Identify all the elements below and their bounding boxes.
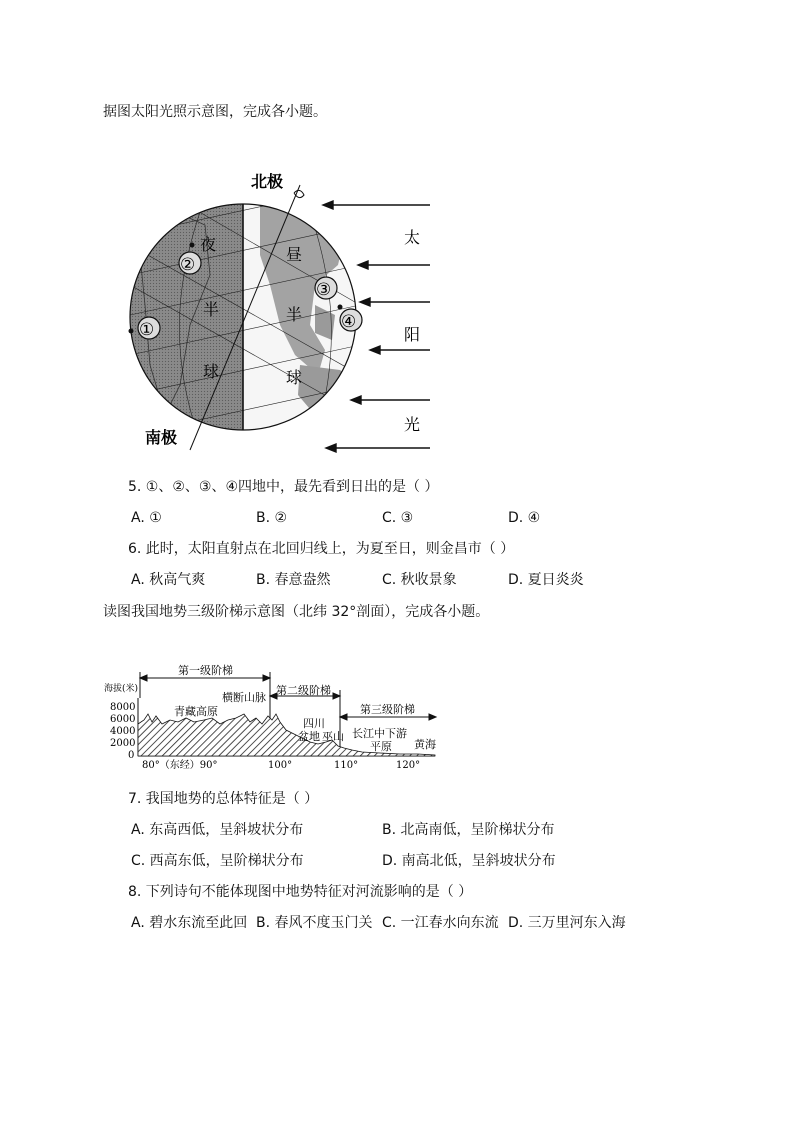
step-1-label: 第一级阶梯 — [178, 664, 233, 677]
q7-option-b: B. 北高南低，呈阶梯状分布 — [382, 822, 555, 838]
marker-4: ④ — [341, 312, 357, 332]
sun-char-1: 太 — [404, 228, 421, 247]
night-char-1: 夜 — [200, 235, 217, 254]
xtick-80-90: 80°（东经）90° — [142, 760, 218, 771]
region-hengduan: 横断山脉 — [222, 691, 266, 704]
south-pole-label: 南极 — [145, 428, 178, 447]
marker-3: ③ — [316, 280, 332, 300]
sunlight-globe-figure — [110, 165, 440, 455]
region-pingyuan: 平原 — [370, 740, 392, 753]
q7-option-d: D. 南高北低，呈斜坡状分布 — [382, 853, 556, 869]
north-pole-label: 北极 — [251, 172, 284, 191]
ytick-6000: 6000 — [110, 714, 136, 725]
q5-option-b: B. ② — [256, 510, 288, 526]
sun-char-3: 光 — [404, 415, 421, 434]
q7-stem: 7. 我国地势的总体特征是（ ） — [128, 791, 319, 807]
day-char-2: 半 — [286, 305, 303, 324]
q6-option-a: A. 秋高气爽 — [131, 572, 206, 588]
q8-option-d: D. 三万里河东入海 — [508, 915, 626, 931]
region-sichuan: 四川 — [303, 717, 325, 730]
intro-text-1: 据图太阳光照示意图，完成各小题。 — [103, 104, 327, 120]
sun-char-2: 阳 — [404, 325, 421, 344]
day-char-1: 昼 — [286, 245, 303, 264]
region-pendi: 盆地 — [298, 730, 320, 743]
q5-option-a: A. ① — [131, 510, 162, 526]
q8-option-a: A. 碧水东流至此回 — [131, 915, 248, 931]
q6-option-b: B. 春意盎然 — [256, 572, 331, 588]
step-2-label: 第二级阶梯 — [276, 684, 331, 697]
intro-text-2: 读图我国地势三级阶梯示意图（北纬 32°剖面），完成各小题。 — [103, 604, 490, 620]
q5-option-c: C. ③ — [382, 510, 414, 526]
q6-option-c: C. 秋收景象 — [382, 572, 457, 588]
ytick-2000: 2000 — [110, 738, 136, 749]
region-qingzang: 青藏高原 — [174, 705, 218, 718]
profile-ylabel: 海拔(米) — [104, 684, 139, 694]
marker-2: ② — [180, 255, 196, 275]
marker-1: ① — [139, 320, 155, 340]
q6-option-d: D. 夏日炎炎 — [508, 572, 584, 588]
ytick-8000: 8000 — [110, 702, 136, 713]
xtick-110: 110° — [334, 760, 359, 771]
xtick-120: 120° — [396, 760, 421, 771]
terrain-profile-figure — [100, 662, 445, 774]
region-wushan: 巫山 — [322, 730, 344, 743]
q5-stem: 5. ①、②、③、④四地中，最先看到日出的是（ ） — [128, 479, 439, 495]
q6-stem: 6. 此时，太阳直射点在北回归线上，为夏至日，则金昌市（ ） — [128, 541, 515, 557]
q8-stem: 8. 下列诗句不能体现图中地势特征对河流影响的是（ ） — [128, 884, 473, 900]
night-char-2: 半 — [203, 300, 220, 319]
ytick-0: 0 — [128, 750, 135, 761]
region-huanghai: 黄海 — [414, 738, 436, 751]
q8-option-c: C. 一江春水向东流 — [382, 915, 499, 931]
region-changjiang: 长江中下游 — [352, 727, 407, 740]
ytick-4000: 4000 — [110, 726, 136, 737]
night-char-3: 球 — [203, 362, 220, 381]
day-char-3: 球 — [286, 368, 303, 387]
q8-option-b: B. 春风不度玉门关 — [256, 915, 373, 931]
q5-option-d: D. ④ — [508, 510, 541, 526]
xtick-100: 100° — [268, 760, 293, 771]
q7-option-c: C. 西高东低，呈阶梯状分布 — [131, 853, 304, 869]
step-3-label: 第三级阶梯 — [360, 703, 415, 716]
q7-option-a: A. 东高西低，呈斜坡状分布 — [131, 822, 304, 838]
